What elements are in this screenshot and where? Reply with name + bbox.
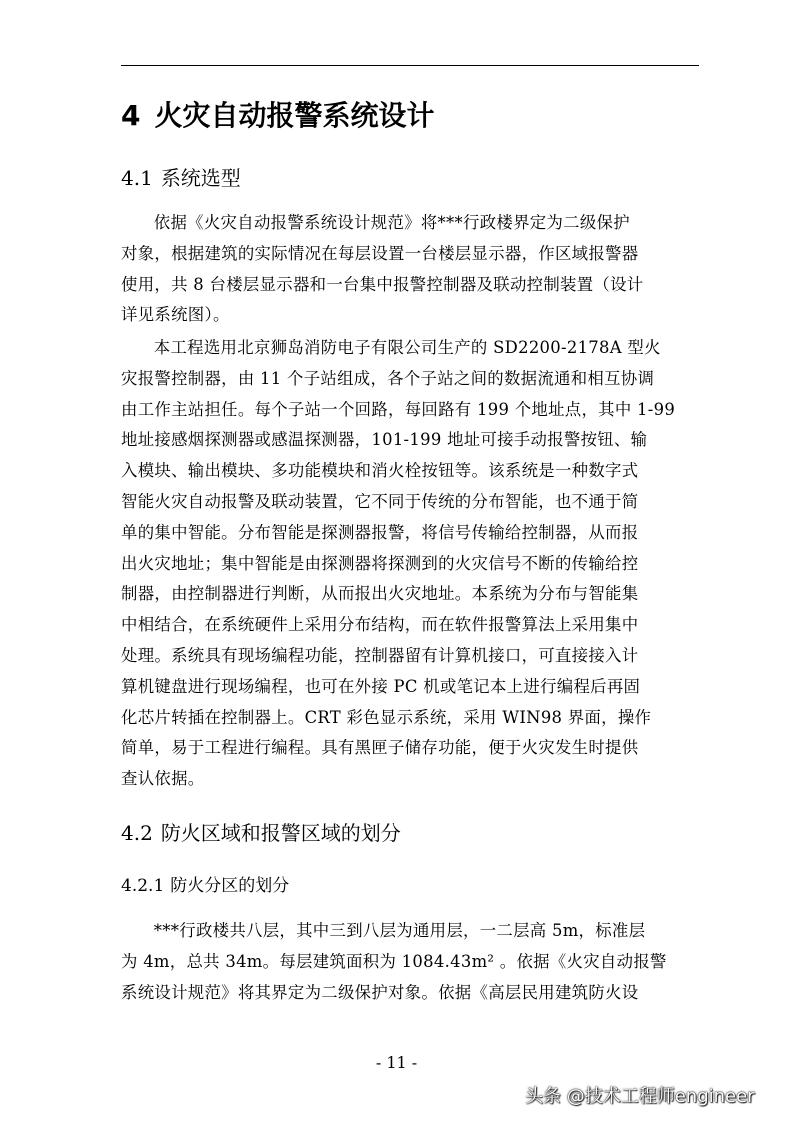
- paragraph-line: 出火灾地址；集中智能是由探测器将探测到的火灾信号不断的传输给控: [121, 553, 639, 573]
- subsection-number: 4.2.1: [121, 876, 165, 896]
- section-title: 系统选型: [160, 166, 241, 190]
- paragraph-line: 处理。系统具有现场编程功能，控制器留有计算机接口，可直接接入计: [121, 645, 639, 665]
- paragraph-line: 为 4m，总共 34m。每层建筑面积为 1084.43m² 。依据《火灾自动报警: [121, 951, 667, 971]
- paragraph-system-selection: [121, 208, 699, 331]
- section-heading-4-1: [121, 163, 699, 193]
- paragraph-controller-description: [121, 333, 699, 795]
- paragraph-line: 本工程选用北京狮岛消防电子有限公司生产的 SD2200-2178A 型火: [153, 338, 661, 357]
- subsection-heading-4-2-1: [121, 873, 699, 899]
- paragraph-line: 智能火灾自动报警及联动装置，它不同于传统的分布智能，也不通于简: [121, 491, 639, 511]
- paragraph-line: 中相结合，在系统硬件上采用分布结构，而在软件报警算法上采用集中: [121, 615, 639, 635]
- paragraph-line: 系统设计规范》将其界定为二级保护对象。依据《高层民用建筑防火设: [121, 982, 639, 1002]
- header-rule: [121, 65, 699, 66]
- section-title: 防火区域和报警区域的划分: [160, 821, 401, 845]
- paragraph-line: ***行政楼共八层，其中三到八层为通用层，一二层高 5m，标准层: [153, 921, 646, 940]
- chapter-title: 火灾自动报警系统设计: [154, 99, 435, 132]
- paragraph-line: 制器，由控制器进行判断，从而报出火灾地址。本系统为分布与智能集: [121, 584, 639, 604]
- section-number: 4.1: [121, 166, 153, 190]
- paragraph-line: 简单，易于工程进行编程。具有黑匣子储存功能，便于火灾发生时提供: [121, 738, 639, 758]
- paragraph-line: 单的集中智能。分布智能是探测器报警，将信号传输给控制器，从而报: [121, 522, 639, 542]
- paragraph-line: 依据《火灾自动报警系统设计规范》将***行政楼界定为二级保护: [153, 213, 630, 232]
- chapter-heading: [121, 96, 699, 136]
- paragraph-line: 使用，共 8 台楼层显示器和一台集中报警控制器及联动控制装置（设计: [121, 274, 644, 294]
- source-watermark: 头条 @技术工程师engineer: [525, 1086, 755, 1107]
- paragraph-line: 查认依据。: [121, 769, 205, 789]
- paragraph-fire-zone: [121, 916, 699, 1008]
- paragraph-line: 详见系统图）。: [121, 305, 230, 325]
- page-number: - 11 -: [375, 1053, 418, 1072]
- section-heading-4-2: [121, 818, 699, 848]
- paragraph-line: 算机键盘进行现场编程，也可在外接 PC 机或笔记本上进行编程后再固: [121, 676, 641, 696]
- subsection-title: 防火分区的划分: [170, 876, 290, 896]
- paragraph-line: 由工作主站担任。每个子站一个回路，每回路有 199 个地址点，其中 1-99: [121, 399, 676, 419]
- paragraph-line: 入模块、输出模块、多功能模块和消火栓按钮等。该系统是一种数字式: [121, 461, 639, 481]
- paragraph-line: 化芯片转插在控制器上。CRT 彩色显示系统，采用 WIN98 界面，操作: [121, 707, 652, 727]
- paragraph-line: 对象，根据建筑的实际情况在每层设置一台楼层显示器，作区域报警器: [121, 243, 639, 263]
- section-number: 4.2: [121, 821, 153, 845]
- chapter-number: 4: [121, 99, 141, 132]
- paragraph-line: 地址接感烟探测器或感温探测器，101-199 地址可接手动报警按钮、输: [121, 430, 648, 450]
- paragraph-line: 灾报警控制器，由 11 个子站组成，各个子站之间的数据流通和相互协调: [121, 368, 655, 388]
